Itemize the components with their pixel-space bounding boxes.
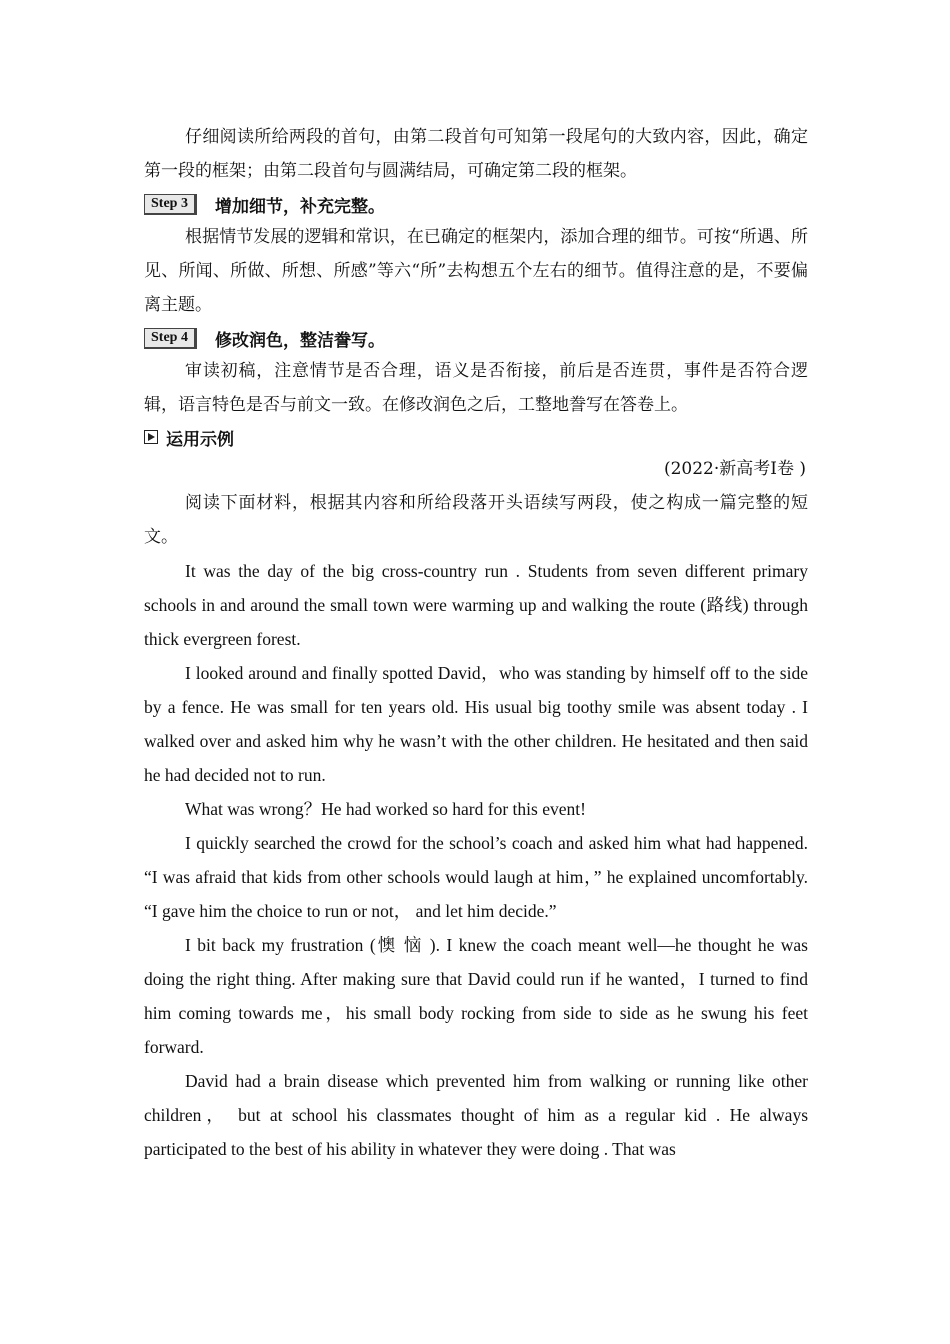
instruction-paragraph: 阅读下面材料，根据其内容和所给段落开头语续写两段，使之构成一篇完整的短文。 — [144, 493, 808, 547]
passage-paragraph-5: I bit back my frustration (懊 恼 ). I knew the coach meant well—he thought he was doing the right thing. After making sure that David could run if he wanted，I turned to find him coming towards me，his small body rocking from side to side as he swung his feet forward. — [144, 935, 808, 1057]
play-icon — [144, 430, 158, 444]
section-title: 运用示例 — [166, 429, 234, 450]
step4-body: 审读初稿，注意情节是否合理，语义是否衔接，前后是否连贯，事件是否符合逻辑，语言特色是否与前文一致。在修改润色之后，工整地誊写在答卷上。 — [144, 361, 808, 415]
step4-badge: Step 4 — [144, 328, 197, 349]
step3-body: 根据情节发展的逻辑和常识，在已确定的框架内，添加合理的细节。可按“所遇、所见、所闻、所做、所想、所感”等六“所”去构想五个左右的细节。值得注意的是，不要偏离主题。 — [144, 227, 808, 315]
exam-source: (2022·新高考Ⅰ卷 ) — [663, 459, 806, 479]
step3-heading — [144, 188, 808, 220]
passage-paragraph-6: David had a brain disease which prevented him from walking or running like other children， but at school his classmates thought of him as a regular kid . He always participated to the best of his ability in whatever they were doing . That was — [144, 1071, 808, 1159]
step3-badge: Step 3 — [144, 194, 197, 215]
passage-paragraph-4: I quickly searched the crowd for the school’s coach and asked him what had happened. “I was afraid that kids from other schools would laugh at him，” he explained uncomfortably. “I gave him the choice to run or not， and let him decide.” — [144, 833, 808, 921]
section-heading — [144, 422, 808, 452]
passage-paragraph-1: It was the day of the big cross-country run . Students from seven different primary schools in and around the small town were warming up and walking the route (路线) through thick evergreen forest. — [144, 561, 808, 649]
document-page — [144, 120, 808, 1166]
intro-paragraph: 仔细阅读所给两段的首句，由第二段首句可知第一段尾句的大致内容，因此，确定第一段的框架；由第二段首句与圆满结局，可确定第二段的框架。 — [144, 127, 808, 181]
step4-title: 修改润色，整洁誊写。 — [214, 330, 385, 351]
step4-heading — [144, 322, 808, 354]
passage-paragraph-2: I looked around and finally spotted David，who was standing by himself off to the side by a fence. He was small for ten years old. His usual big toothy smile was absent today . I walked over and asked him why he wasn’t with the other children. He hesitated and then said he had decided not to run. — [144, 663, 808, 785]
step3-title: 增加细节，补充完整。 — [214, 196, 385, 217]
passage-paragraph-3: What was wrong？He had worked so hard for this event! — [185, 799, 586, 819]
